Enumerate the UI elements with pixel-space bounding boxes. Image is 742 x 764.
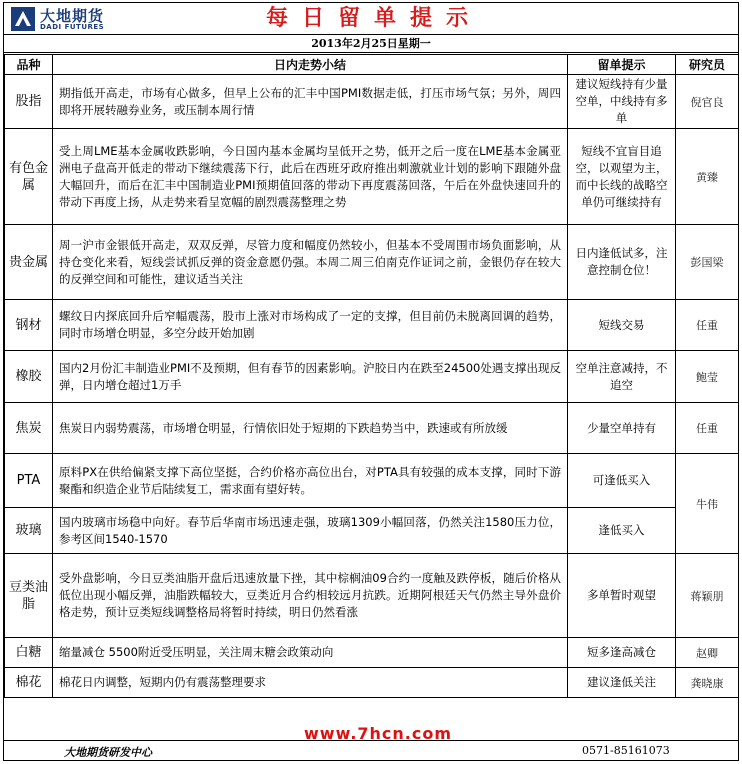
row-summary: 国内玻璃市场稳中向好。春节后华南市场迅速走强，玻璃1309小幅回落，仍然关注1580压力位，参考区间1540-1570 — [53, 508, 568, 554]
row-summary: 受外盘影响，今日豆类油脂开盘后迅速放量下挫，其中棕榈油09合约一度触及跌停板，随后价格从低位出现小幅反弹，油脂跌幅较大，豆类近月合约相较远月抗跌。近期阿根廷天气仍然主导外盘价格走势，预计豆类短线调整格局将暂时持续，明日仍然看涨 — [53, 554, 568, 638]
table-row — [5, 403, 739, 454]
header-category: 品种 — [5, 55, 53, 75]
row-summary: 棉花日内调整，短期内仍有震荡整理要求 — [53, 668, 568, 698]
table-row — [5, 351, 739, 403]
table-row — [5, 75, 739, 129]
table-row — [5, 554, 739, 638]
row-tip: 多单暂时观望 — [568, 554, 676, 638]
row-tip: 空单注意减持，不追空 — [568, 351, 676, 403]
row-tip: 短线交易 — [568, 300, 676, 351]
row-tip: 短多逢高减仓 — [568, 638, 676, 668]
table-row — [5, 638, 739, 668]
row-researcher: 倪官良 — [676, 75, 739, 129]
row-researcher: 赵卿 — [676, 638, 739, 668]
report-sheet — [3, 2, 739, 761]
report-header — [4, 3, 738, 35]
row-category: PTA — [5, 454, 53, 508]
row-summary: 焦炭日内弱势震荡，市场增仓明显，行情依旧处于短期的下跌趋势当中，跌速或有所放缓 — [53, 403, 568, 454]
footer-phone: 0571-85161073 — [582, 744, 670, 757]
row-category: 玻璃 — [5, 508, 53, 554]
row-researcher: 蒋颖朋 — [676, 554, 739, 638]
row-category: 橡胶 — [5, 351, 53, 403]
row-category: 白糖 — [5, 638, 53, 668]
row-summary: 受上周LME基本金属收跌影响，今日国内基本金属均呈低开之势，低开之后一度在LME基本金属亚洲电子盘高开低走的带动下继续震荡下行，此后在西班牙政府推出刺激就业计划的影响下跟随外盘大幅回升，而后在汇丰中国制造业PMI预期值回落的带动下再度震荡回落，午后在外盘快速回升的带动下再度上扬，从走势来看呈宽幅的剧烈震荡整理之势 — [53, 129, 568, 225]
row-summary: 螺纹日内探底回升后窄幅震荡，股市上涨对市场构成了一定的支撑，但目前仍未脱离回调的趋势，同时市场增仓明显，多空分歧开始加剧 — [53, 300, 568, 351]
report-footer — [4, 740, 738, 761]
row-category: 贵金属 — [5, 225, 53, 300]
row-researcher: 黄臻 — [676, 129, 739, 225]
row-tip: 建议短线持有少量空单，中线持有多单 — [568, 75, 676, 129]
row-tip: 可逢低买入 — [568, 454, 676, 508]
table-row — [5, 129, 739, 225]
row-tip: 短线不宜盲目追空，以观望为主，而中长线的战略空单仍可继续持有 — [568, 129, 676, 225]
recommendation-table — [4, 54, 739, 698]
watermark-text: www.7hcn.com — [304, 724, 453, 743]
footer-department: 大地期货研发中心 — [64, 746, 152, 759]
row-tip: 日内逢低试多，注意控制仓位！ — [568, 225, 676, 300]
row-researcher: 任重 — [676, 300, 739, 351]
report-date: 2013年2月25日星期一 — [4, 35, 738, 53]
dadi-logo-icon — [10, 6, 36, 32]
table-row — [5, 300, 739, 351]
row-tip: 建议逢低关注 — [568, 668, 676, 698]
row-category: 豆类油脂 — [5, 554, 53, 638]
row-tip: 少量空单持有 — [568, 403, 676, 454]
table-row — [5, 225, 739, 300]
table-header-row — [5, 55, 739, 75]
table-row — [5, 454, 739, 508]
row-researcher: 任重 — [676, 403, 739, 454]
row-category: 焦炭 — [5, 403, 53, 454]
table-row — [5, 668, 739, 698]
row-researcher: 龚晓康 — [676, 668, 739, 698]
row-summary: 期指低开高走，市场有心做多，但早上公布的汇丰中国PMI数据走低，打压市场气氛；另外，周四即将开展转融券业务，或压制本周行情 — [53, 75, 568, 129]
row-category: 棉花 — [5, 668, 53, 698]
header-researcher: 研究员 — [676, 55, 739, 75]
logo-english-name: DADI FUTURES — [40, 23, 105, 31]
row-researcher: 牛伟 — [676, 454, 739, 554]
row-tip: 逢低买入 — [568, 508, 676, 554]
row-summary: 原料PX在供给偏紧支撑下高位坚挺，合约价格亦高位出台，对PTA具有较强的成本支撑，同时下游聚酯和织造企业节后陆续复工，需求面有望好转。 — [53, 454, 568, 508]
row-category: 股指 — [5, 75, 53, 129]
table-row — [5, 508, 739, 554]
page-title: 每日留单提示 — [265, 6, 482, 31]
row-category: 钢材 — [5, 300, 53, 351]
row-summary: 国内2月份汇丰制造业PMI不及预期，但有春节的因素影响。沪胶日内在跌至24500处遇支撑出现反弹，日内增仓超过1万手 — [53, 351, 568, 403]
header-summary: 日内走势小结 — [53, 55, 568, 75]
logo-chinese-name: 大地期货 — [40, 7, 105, 25]
row-researcher: 鲍莹 — [676, 351, 739, 403]
row-summary: 缩量减仓 5500附近受压明显，关注周末糖会政策动向 — [53, 638, 568, 668]
row-summary: 周一沪市金银低开高走，双双反弹，尽管力度和幅度仍然较小，但基本不受周围市场负面影响，从持仓变化来看，短线尝试抓反弹的资金意愿仍强。本周二周三伯南克作证词之前，金银仍存在较大的反弹空间和可能性，建议适当关注 — [53, 225, 568, 300]
row-category: 有色金属 — [5, 129, 53, 225]
company-logo — [10, 6, 140, 32]
header-tip: 留单提示 — [568, 55, 676, 75]
row-researcher: 彭国梁 — [676, 225, 739, 300]
